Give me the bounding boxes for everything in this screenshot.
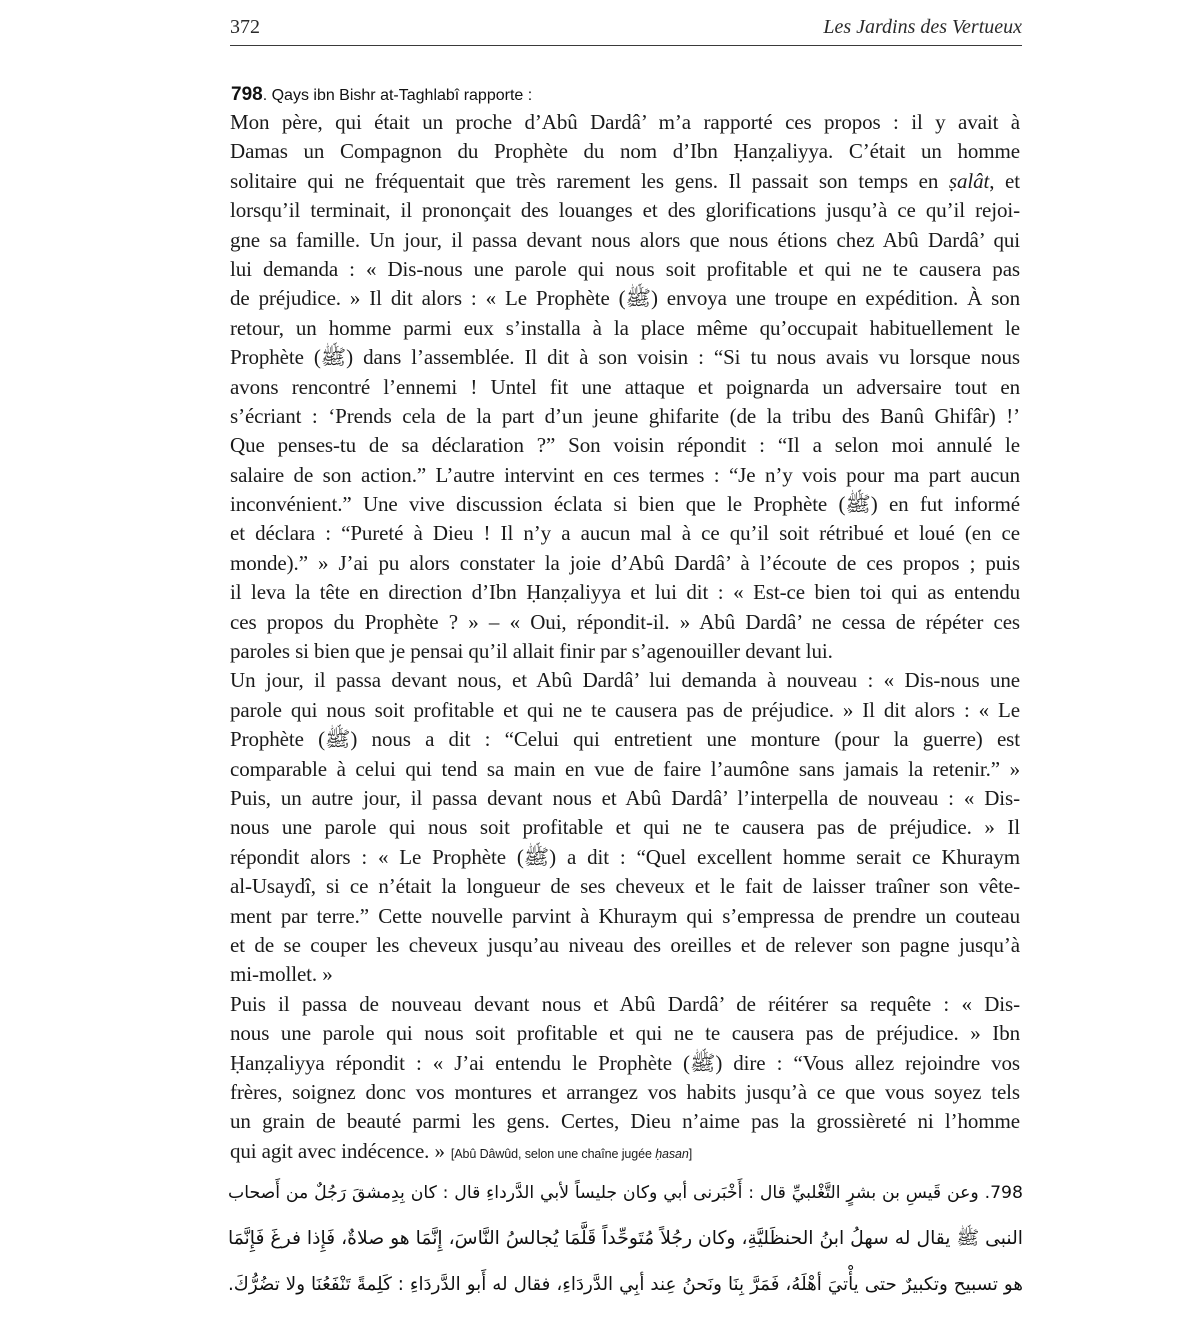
text-line: un grain de beauté parmi les gens. Certes, Dieu n’aime pas la grossièreté ni l’homme <box>230 1109 1020 1134</box>
entry-intro: . Qays ibn Bishr at-Taghlabî rapporte : <box>262 87 533 104</box>
source-citation <box>451 1147 692 1161</box>
source-grade: ḥasan <box>655 1146 689 1161</box>
text-line: gne sa famille. Un jour, il passa devant nous alors que nous étions chez Abû Dardâ’ qui <box>230 227 1020 252</box>
entry-number: 798 <box>231 84 263 105</box>
source-prefix: [Abû Dâwûd, selon une chaîne jugée <box>450 1146 656 1161</box>
text-line: répondit alors : « Le Prophète (ﷺ) a dit : “Quel excellent homme serait ce Khuraym <box>230 844 1020 869</box>
text-line: paroles si bien que je pensai qu’il allait finir par s’agenouiller devant lui. <box>230 639 833 664</box>
text-line: et de se couper les cheveux jusqu’au niveau des oreilles et de relever son pagne jusqu’à <box>230 932 1020 957</box>
arabic-text <box>228 1170 1023 1308</box>
text-line: al-Usaydî, si ce n’était la longueur de ses cheveux et le fait de laisser traîner son vête- <box>230 874 1020 899</box>
text-line: de préjudice. » Il dit alors : « Le Prophète (ﷺ) envoya une troupe en expédition. À son <box>230 286 1020 311</box>
arabic-line: 798. وعن قَيسِ بن بشرٍ التَّغْلبيِّ قال : أَخْبَرنى أبي وكان جليساً لأبي الدَّرداءِ قال : كان بِدِمشقَ رَجُلٌ من أَصحاب <box>228 1183 1023 1203</box>
text-line: Puis il passa de nouveau devant nous et Abû Dardâ’ de réitérer sa requête : « Dis- <box>230 991 1020 1016</box>
text-span: solitaire qui ne fréquentait que très rarement les gens. Il passait son temps en <box>230 168 939 193</box>
entry-heading <box>231 84 532 106</box>
text-line: ment par terre.” Cette nouvelle parvint à Khuraym qui s’empressa de prendre un couteau <box>230 903 1020 928</box>
text-line <box>230 167 1020 196</box>
page-header <box>230 14 1022 44</box>
text-line: salaire de son action.” L’autre intervint en ces termes : “Je n’y vois pour ma part aucun <box>230 462 1020 487</box>
text-line: il leva la tête en direction d’Ibn Ḥanẓaliyya et lui dit : « Est-ce bien toi qui as entendu <box>230 580 1020 605</box>
text-line: Damas un Compagnon du Prophète du nom d’Ibn Ḥanẓaliyya. C’était un homme <box>230 139 1020 164</box>
page-number: 372 <box>230 16 260 38</box>
text-span: , et <box>989 168 1020 193</box>
text-line: Ḥanẓaliyya répondit : « J’ai entendu le Prophète (ﷺ) dire : “Vous allez rejoindre vos <box>230 1050 1020 1075</box>
text-line: lui demanda : « Dis-nous une parole qui nous soit profitable et qui ne te causera pas <box>230 256 1020 281</box>
text-line: Un jour, il passa devant nous, et Abû Dardâ’ lui demanda à nouveau : « Dis-nous une <box>230 668 1020 693</box>
text-line <box>230 1137 1020 1166</box>
text-line: parole qui nous soit profitable et qui ne te causera pas de préjudice. » Il dit alors : « Le <box>230 697 1020 722</box>
text-line: avons rencontré l’ennemi ! Untel fit une attaque et poignarda un adversaire tout en <box>230 374 1020 399</box>
italic-term: ṣalât <box>948 168 990 193</box>
text-line: Puis, un autre jour, il passa devant nous et Abû Dardâ’ l’interpella de nouveau : « Dis- <box>230 785 1020 810</box>
source-suffix: ] <box>688 1146 693 1161</box>
header-rule <box>230 45 1022 46</box>
text-line: nous une parole qui nous soit profitable et qui ne te causera pas de préjudice. » Il <box>230 815 1020 840</box>
text-line: monde).” » J’ai pu alors constater la joie d’Abû Dardâ’ à l’écoute de ces propos ; puis <box>230 550 1020 575</box>
text-line: frères, soignez donc vos montures et arrangez vos habits jusqu’à ce que vous soyez tels <box>230 1079 1020 1104</box>
text-line: inconvénient.” Une vive discussion éclata si bien que le Prophète (ﷺ) en fut informé <box>230 492 1020 517</box>
text-span: qui agit avec indécence. » <box>230 1138 445 1163</box>
text-line: comparable à celui qui tend sa main en vue de faire l’aumône sans jamais la retenir.” » <box>230 756 1020 781</box>
text-line: ces propos du Prophète ? » – « Oui, répondit-il. » Abû Dardâ’ ne cessa de répéter ces <box>230 609 1020 634</box>
text-line: et déclara : “Pureté à Dieu ! Il n’y a aucun mal à ce qu’il soit rétribué et loué (en ce <box>230 521 1020 546</box>
body-text <box>230 108 1020 1166</box>
text-line: Prophète (ﷺ) nous a dit : “Celui qui entretient une monture (pour la guerre) est <box>230 727 1020 752</box>
arabic-line: النبى ﷺ يقال له سهلُ ابنُ الحنظَليَّةِ، وكان رجُلاً مُتَوحِّداً قَلَّمَا يُجالسُ النَّاسَ، إِنَّمَا هو صلاةٌ، فَإِذا فرغَ فَإِنَّمَا <box>228 1228 1023 1249</box>
text-line: Prophète (ﷺ) dans l’assemblée. Il dit à son voisin : “Si tu nous avais vu lorsque nous <box>230 345 1020 370</box>
running-title: Les Jardins des Vertueux <box>823 16 1022 38</box>
text-line: s’écriant : ‘Prends cela de la part d’un jeune ghifarite (de la tribu des Banû Ghifâr) !’ <box>230 403 1020 428</box>
text-line: lorsqu’il terminait, il prononçait des louanges et des glorifications jusqu’à ce qu’il rejoi- <box>230 198 1020 223</box>
text-line: Que penses-tu de sa déclaration ?” Son voisin répondit : “Il a selon moi annulé le <box>230 433 1020 458</box>
text-line: nous une parole qui nous soit profitable et qui ne te causera pas de préjudice. » Ibn <box>230 1021 1020 1046</box>
text-line: Mon père, qui était un proche d’Abû Dardâ’ m’a rapporté ces propos : il y avait à <box>230 110 1020 134</box>
text-line: mi-mollet. » <box>230 962 333 987</box>
text-line: retour, un homme parmi eux s’installa à la place même qu’occupait habituellement le <box>230 315 1020 340</box>
arabic-line: هو تسبيح وتكبيرٌ حتى يأْتيَ أهْلَهُ، فَمَرَّ بِنَا ونَحنُ عِند أبِي الدَّردَاءِ، فقال له أَبو الدَّردَاءِ : كَلِمةً تَنْفَعُنَا ولا تضُرُّكَ. <box>228 1274 1023 1295</box>
